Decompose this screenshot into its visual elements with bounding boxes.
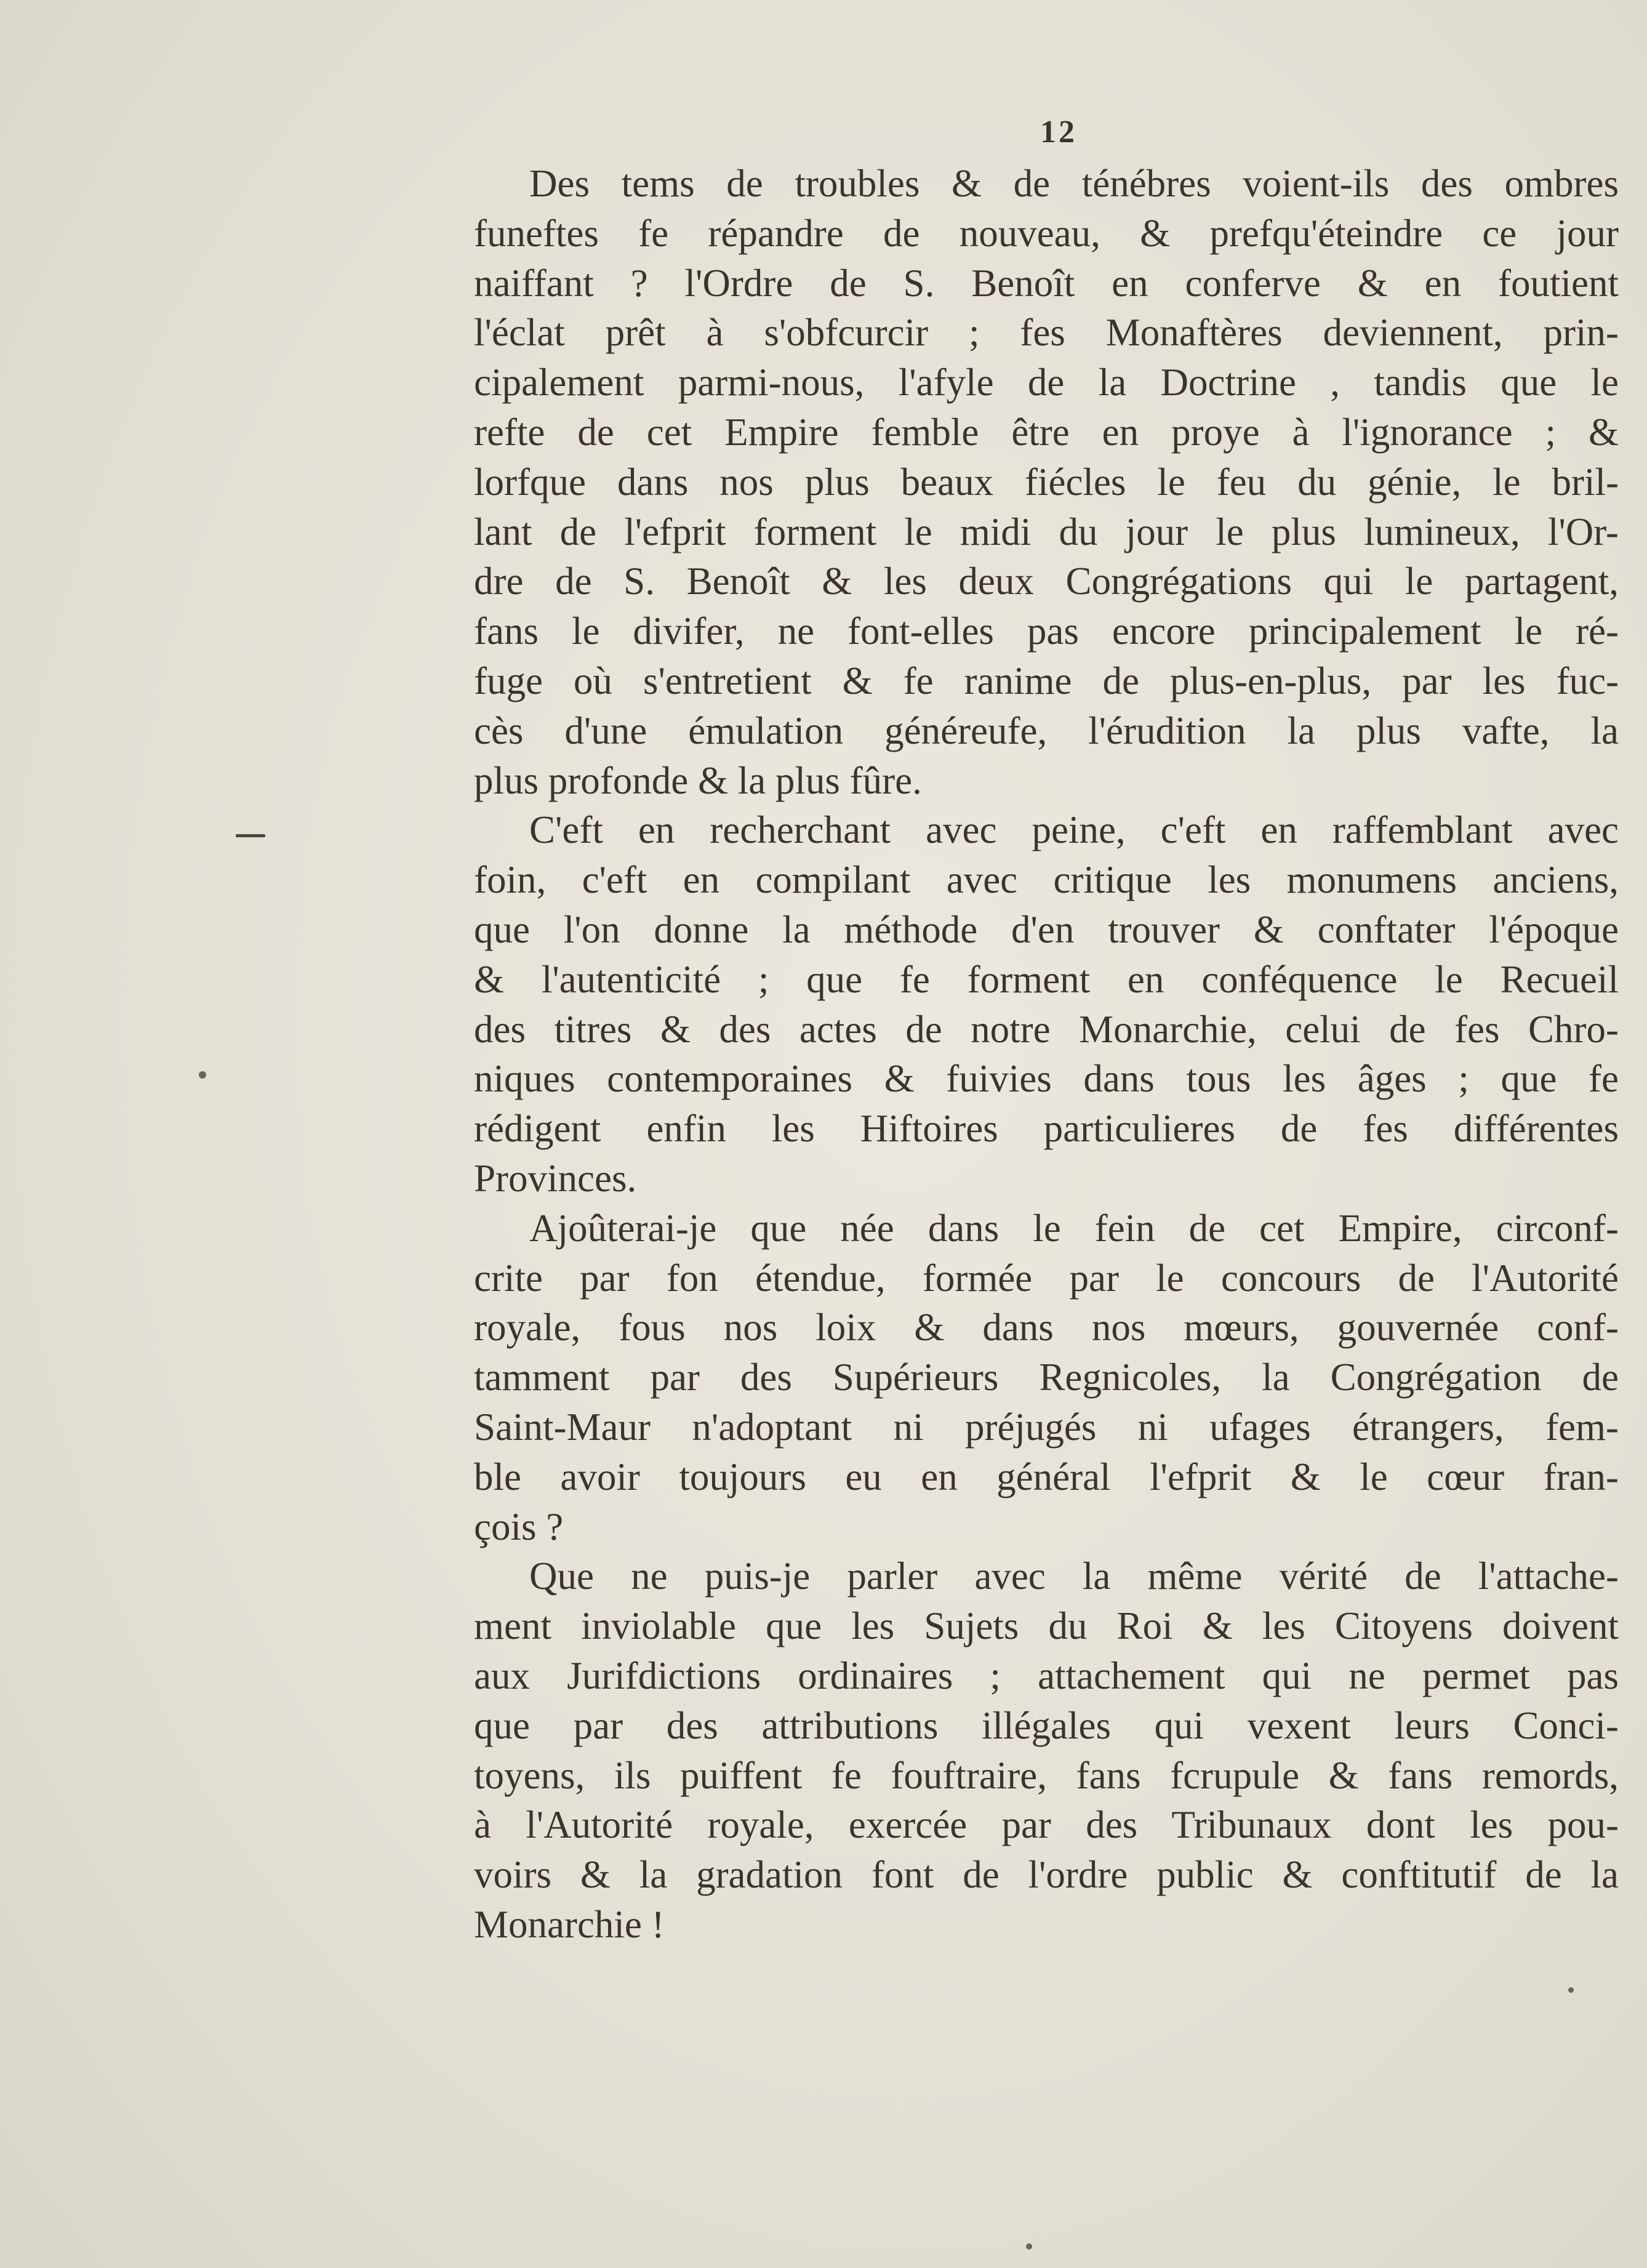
text-line: toyens, ils puiffent fe fouftraire, fans fcrupule & fans remords, xyxy=(474,1753,1619,1797)
text-line: C'eft en recherchant avec peine, c'eft en raffemblant avec xyxy=(529,808,1619,852)
text-line: Que ne puis-je parler avec la même vérité de l'attache- xyxy=(529,1554,1619,1598)
text-line: plus profonde & la plus fûre. xyxy=(474,758,922,802)
text-line: niques contemporaines & fuivies dans tous les âges ; que fe xyxy=(474,1057,1619,1101)
text-line: Des tems de troubles & de ténébres voient-ils des ombres xyxy=(529,162,1619,205)
text-line: funeftes fe répandre de nouveau, & prefqu'éteindre ce jour xyxy=(474,211,1619,255)
text-line: que l'on donne la méthode d'en trouver & conftater l'époque xyxy=(474,907,1619,951)
text-line: dre de S. Benoît & les deux Congrégations qui le partagent, xyxy=(474,560,1619,603)
text-line: foin, c'eft en compilant avec critique les monumens anciens, xyxy=(474,858,1619,902)
text-line: ment inviolable que les Sujets du Roi & les Citoyens doivent xyxy=(474,1604,1619,1648)
text-line: & l'autenticité ; que fe forment en conféquence le Recueil xyxy=(474,957,1619,1001)
margin-dash-mark xyxy=(236,834,265,837)
text-line: fans le divifer, ne font-elles pas encore principalement le ré- xyxy=(474,609,1619,653)
paragraph-2 xyxy=(474,805,1619,1203)
margin-ink-speck xyxy=(1568,1987,1574,1993)
text-line: ble avoir toujours eu en général l'efprit & le cœur fran- xyxy=(474,1455,1619,1498)
text-line: lant de l'efprit forment le midi du jour le plus lumineux, l'Or- xyxy=(474,510,1619,553)
text-line: çois ? xyxy=(474,1505,564,1548)
body-text xyxy=(474,159,1619,1950)
text-line: tamment par des Supérieurs Regnicoles, la Congrégation de xyxy=(474,1356,1619,1399)
margin-ink-speck xyxy=(199,1071,206,1079)
text-line: crite par fon étendue, formée par le concours de l'Autorité xyxy=(474,1256,1619,1300)
text-line: à l'Autorité royale, exercée par des Tribunaux dont les pou- xyxy=(474,1803,1619,1847)
text-line: l'éclat prêt à s'obfcurcir ; fes Monaftères deviennent, prin- xyxy=(474,311,1619,355)
text-line: refte de cet Empire femble être en proye à l'ignorance ; & xyxy=(474,410,1619,454)
text-line: fuge où s'entretient & fe ranime de plus-en-plus, par les fuc- xyxy=(474,659,1619,702)
text-line: que par des attributions illégales qui vexent leurs Conci- xyxy=(474,1703,1619,1747)
text-line: rédigent enfin les Hiftoires particulieres de fes différentes xyxy=(474,1107,1619,1151)
page-number: 12 xyxy=(1040,115,1077,150)
text-line: royale, fous nos loix & dans nos mœurs, gouvernée conf- xyxy=(474,1306,1619,1349)
text-line: des titres & des actes de notre Monarchie, celui de fes Chro- xyxy=(474,1007,1619,1051)
text-line: Monarchie ! xyxy=(474,1902,665,1946)
text-line: naiffant ? l'Ordre de S. Benoît en conferve & en foutient xyxy=(474,261,1619,305)
text-line: Saint-Maur n'adoptant ni préjugés ni ufages étrangers, fem- xyxy=(474,1405,1619,1449)
margin-ink-speck xyxy=(1026,2243,1032,2250)
text-line: Provinces. xyxy=(474,1156,637,1200)
text-line: aux Jurifdictions ordinaires ; attachement qui ne permet pas xyxy=(474,1654,1619,1697)
text-line: voirs & la gradation font de l'ordre public & conftitutif de la xyxy=(474,1853,1619,1897)
text-line: lorfque dans nos plus beaux fiécles le feu du génie, le bril- xyxy=(474,460,1619,504)
paragraph-3 xyxy=(474,1204,1619,1552)
text-line: Ajoûterai-je que née dans le fein de cet Empire, circonf- xyxy=(529,1206,1619,1250)
text-line: cès d'une émulation généreufe, l'érudition la plus vafte, la xyxy=(474,709,1619,752)
paragraph-4 xyxy=(474,1551,1619,1949)
text-line: cipalement parmi-nous, l'afyle de la Doctrine , tandis que le xyxy=(474,361,1619,404)
paragraph-1 xyxy=(474,159,1619,805)
